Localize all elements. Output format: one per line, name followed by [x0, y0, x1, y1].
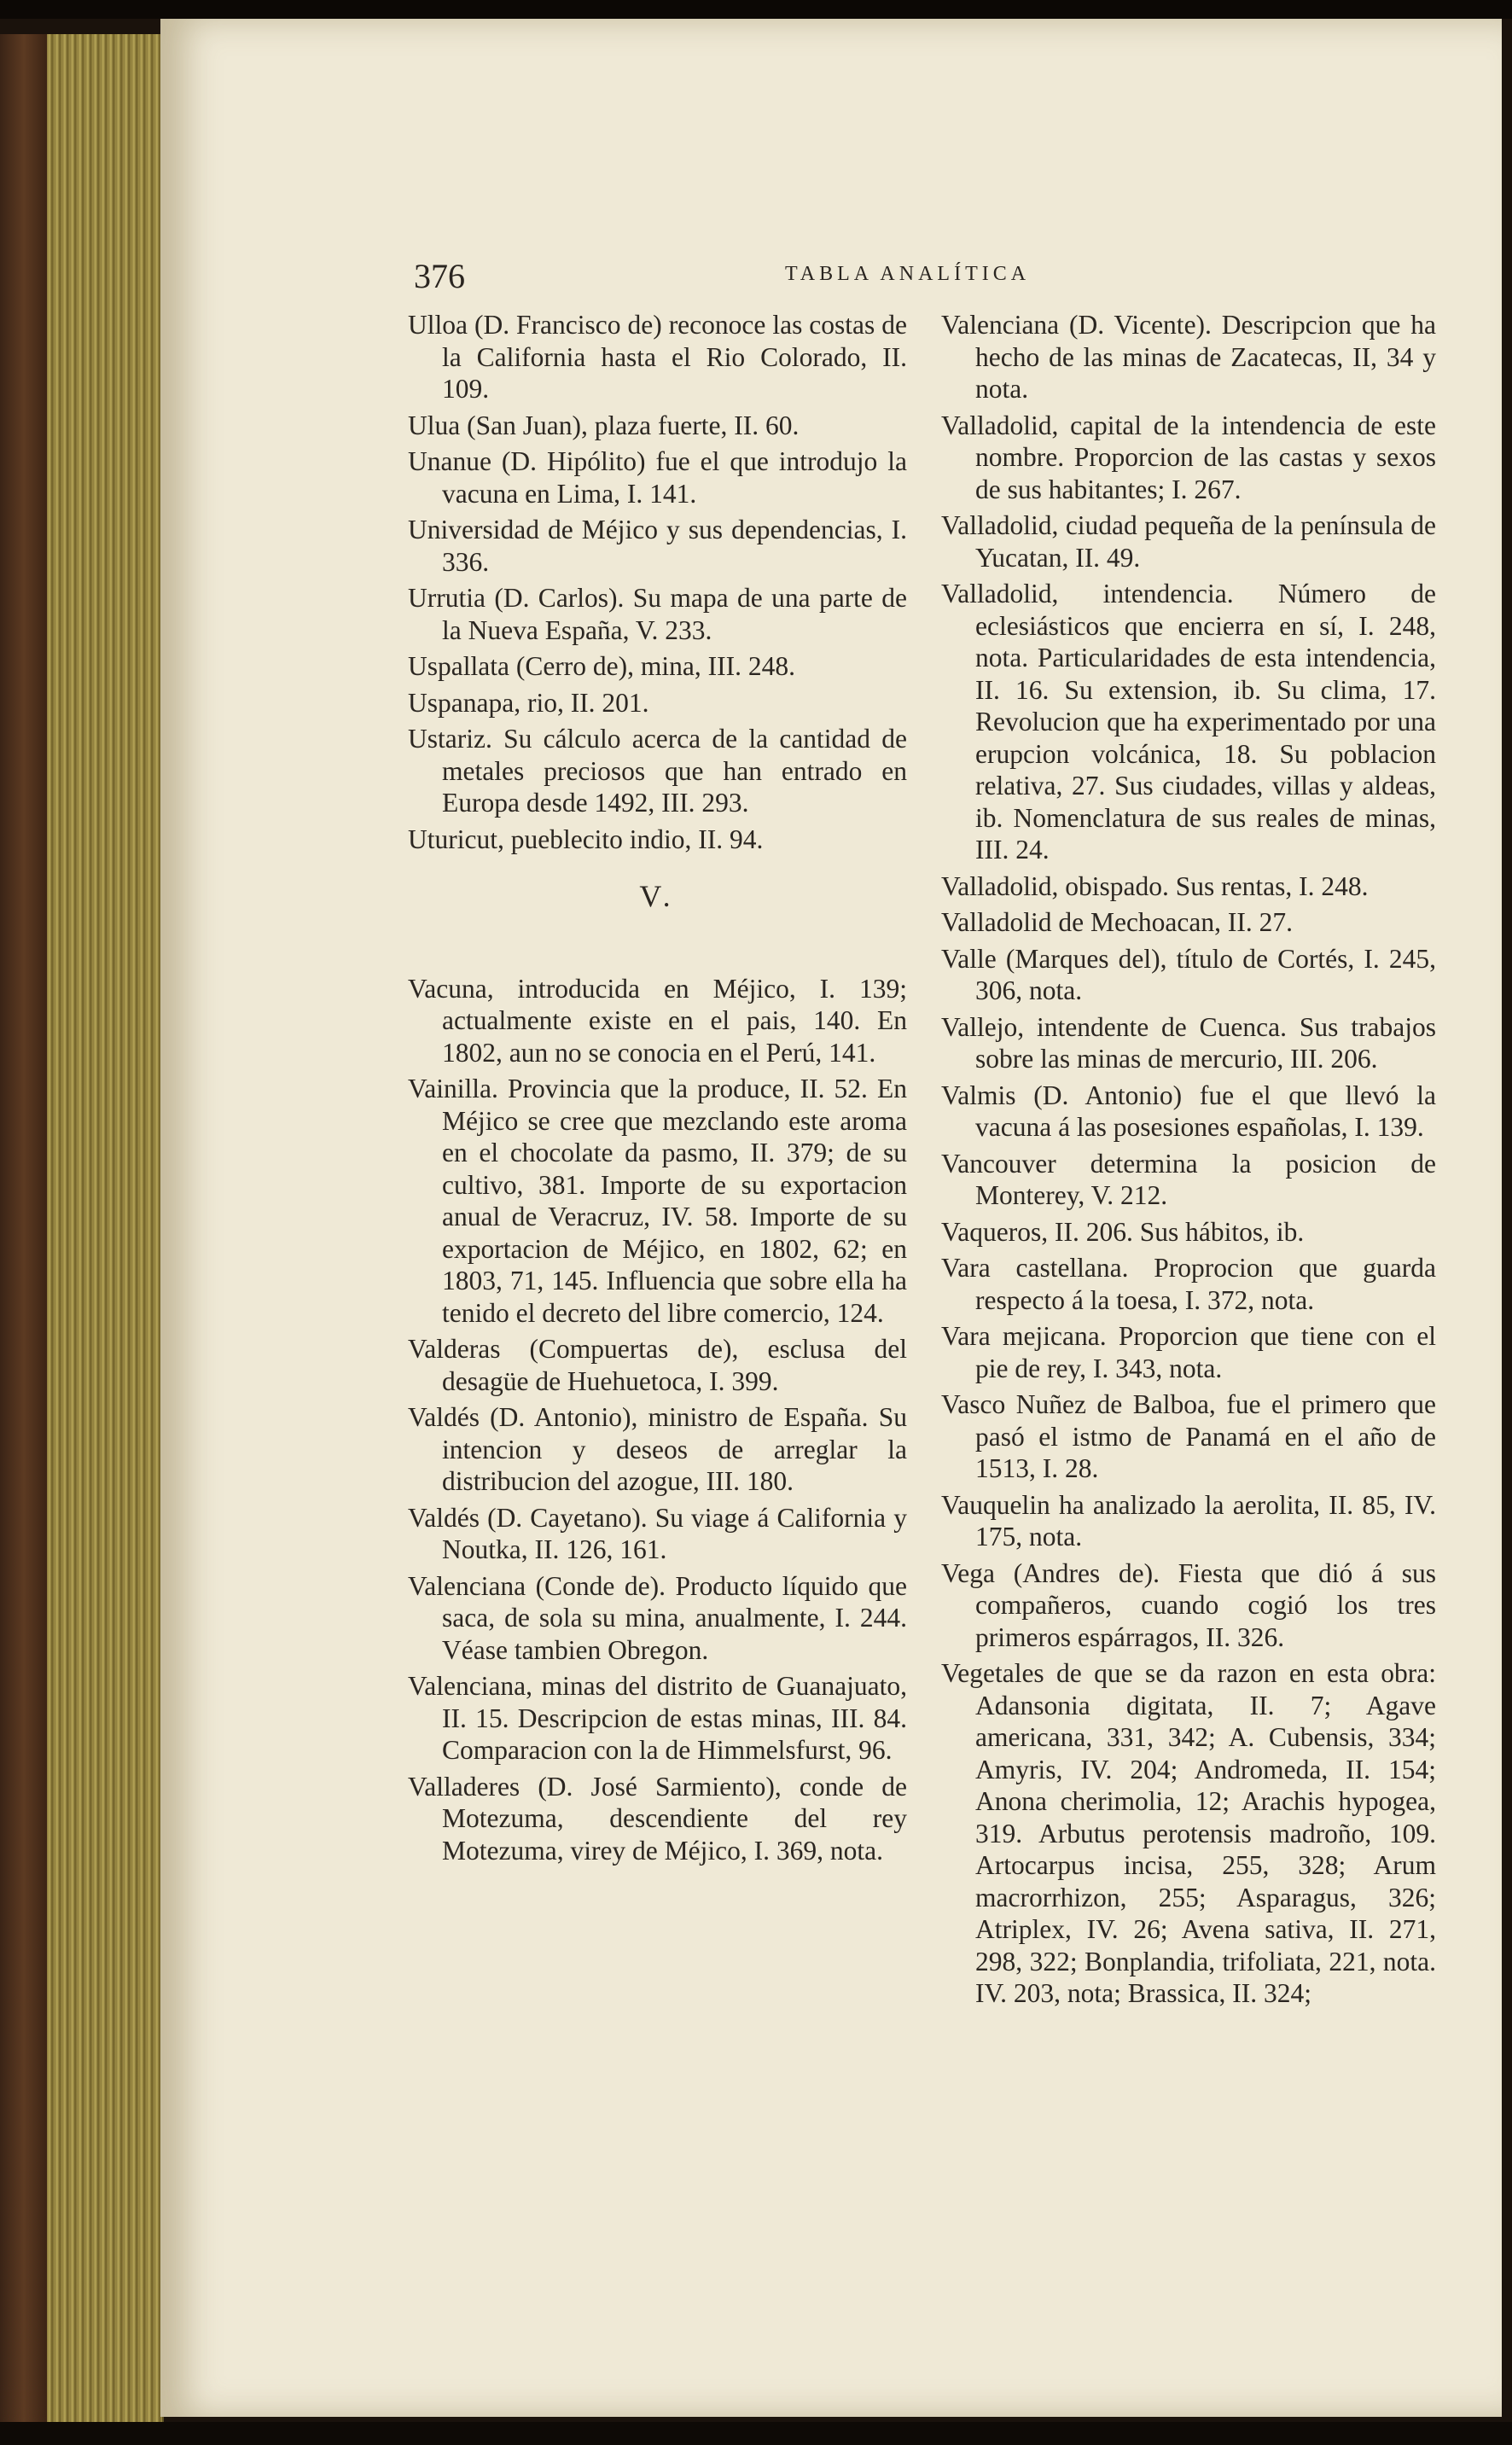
page-edges: [47, 34, 164, 2424]
index-entry: Vacuna, introducida en Méjico, I. 139; actualmente existe en el pais, 140. En 1802, aun no se conocia en el Perú, 141.: [408, 973, 907, 1068]
index-entry: Vauquelin ha analizado la aerolita, II. 85, IV. 175, nota.: [941, 1489, 1436, 1551]
index-entry: Valladolid, intendencia. Número de eclesiásticos que encierra en sí, I. 248, nota. Particularidades de esta intendencia, II. 16. Su extension, ib. Su clima, 17. Revolucion que ha experimentado por una erupcion volcánica, 18. Su poblacion relativa, 27. Sus ciudades, villas y aldeas, ib. Nomenclatura de sus reales de minas, III. 24.: [941, 579, 1436, 864]
index-entry: Ulua (San Juan), plaza fuerte, II. 60.: [408, 410, 800, 440]
index-entry: Vega (Andres de). Fiesta que dió á sus compañeros, cuando cogió los tres primeros espárragos, II. 326.: [941, 1557, 1436, 1652]
index-entry: Vara castellana. Proprocion que guarda respecto á la toesa, I. 372, nota.: [941, 1253, 1436, 1315]
index-entry: Vancouver determina la posicion de Monterey, V. 212.: [941, 1148, 1436, 1210]
top-shadow: [0, 0, 1512, 19]
index-entry: Vegetales de que se da razon en esta obra: Adansonia digitata, II. 7; Agave americana, 331, 342; A. Cubensis, 334; Amyris, IV. 204; Andromeda, II. 154; Anona cherimolia, 12; Arachis hypogea, 319. Arbutus perotensis madroño, 109. Artocarpus incisa, 255, 328; Arum macrorrhizon, 255; Asparagus, 326; Atriplex, IV. 26; Avena sativa, II. 271, 298, 322; Bonplandia, trifoliata, 221, nota. IV. 203, nota; Brassica, II. 324;: [941, 1658, 1436, 2008]
index-entry: Ustariz. Su cálculo acerca de la cantidad de metales preciosos que han entrado en Europa desde 1492, III. 293.: [408, 724, 907, 818]
index-entry: Vaqueros, II. 206. Sus hábitos, ib.: [941, 1216, 1305, 1247]
index-entry: Urrutia (D. Carlos). Su mapa de una parte de la Nueva España, V. 233.: [408, 583, 907, 645]
index-entry: Ulloa (D. Francisco de) reconoce las costas de la California hasta el Rio Colorado, II. 109.: [408, 310, 907, 404]
index-entry: Valdés (D. Cayetano). Su viage á California y Noutka, II. 126, 161.: [408, 1502, 907, 1564]
index-entry: Valderas (Compuertas de), esclusa del desagüe de Huehuetoca, I. 399.: [408, 1334, 907, 1396]
index-entry: Valladeres (D. José Sarmiento), conde de Motezuma, descendiente del rey Motezuma, virey de Méjico, I. 369, nota.: [408, 1771, 907, 1866]
index-entry: Valenciana, minas del distrito de Guanajuato, II. 15. Descripcion de estas minas, III. 84. Comparacion con la de Himmelsfurst, 96.: [408, 1671, 907, 1765]
index-entry: Valmis (D. Antonio) fue el que llevó la vacuna á las posesiones españolas, I. 139.: [941, 1080, 1436, 1142]
index-entry: Uspallata (Cerro de), mina, III. 248.: [408, 651, 795, 681]
right-column: [941, 309, 1436, 2014]
index-entry: Vallejo, intendente de Cuenca. Sus trabajos sobre las minas de mercurio, III. 206.: [941, 1011, 1436, 1074]
page-number: 376: [414, 257, 465, 295]
index-entry: Vainilla. Provincia que la produce, II. 52. En Méjico se cree que mezclando este aroma en el chocolate da pasmo, II. 379; de su cultivo, 381. Importe de su exportacion anual de Veracruz, IV. 58. Importe de su exportacion de Méjico, en 1802, 62; en 1803, 71, 145. Influencia que sobre ella ha tenido el decreto del libre comercio, 124.: [408, 1074, 907, 1328]
section-letter-heading: V.: [639, 879, 676, 913]
index-entry: Valdés (D. Antonio), ministro de España. Su intencion y deseos de arreglar la distribucion del azogue, III. 180.: [408, 1402, 907, 1496]
index-entry: Uspanapa, rio, II. 201.: [408, 687, 649, 718]
index-entry: Valladolid, ciudad pequeña de la península de Yucatan, II. 49.: [941, 510, 1436, 573]
index-entry: Valladolid de Mechoacan, II. 27.: [941, 907, 1293, 937]
index-entry: Vasco Nuñez de Balboa, fue el primero que pasó el istmo de Panamá en el año de 1513, I. 28.: [941, 1389, 1436, 1483]
index-entry: Universidad de Méjico y sus dependencias, I. 336.: [408, 515, 907, 577]
index-entry: Unanue (D. Hipólito) fue el que introdujo la vacuna en Lima, I. 141.: [408, 446, 907, 509]
left-column: [408, 309, 907, 1871]
index-entry: Valenciana (Conde de). Producto líquido que saca, de sola su mina, anualmente, I. 244. Véase tambien Obregon.: [408, 1570, 907, 1665]
index-entry: Valenciana (D. Vicente). Descripcion que ha hecho de las minas de Zacatecas, II, 34 y nota.: [941, 310, 1436, 404]
running-title: TABLA ANALÍTICA: [785, 263, 1031, 285]
bottom-shadow: [0, 2422, 1512, 2445]
index-entry: Vara mejicana. Proporcion que tiene con el pie de rey, I. 343, nota.: [941, 1321, 1436, 1383]
index-entry: Valladolid, obispado. Sus rentas, I. 248.: [941, 870, 1369, 901]
index-entry: Valle (Marques del), título de Cortés, I. 245, 306, nota.: [941, 943, 1436, 1005]
index-entry: Valladolid, capital de la intendencia de este nombre. Proporcion de las castas y sexos de sus habitantes; I. 267.: [941, 410, 1436, 504]
index-entry: Uturicut, pueblecito indio, II. 94.: [408, 824, 764, 854]
